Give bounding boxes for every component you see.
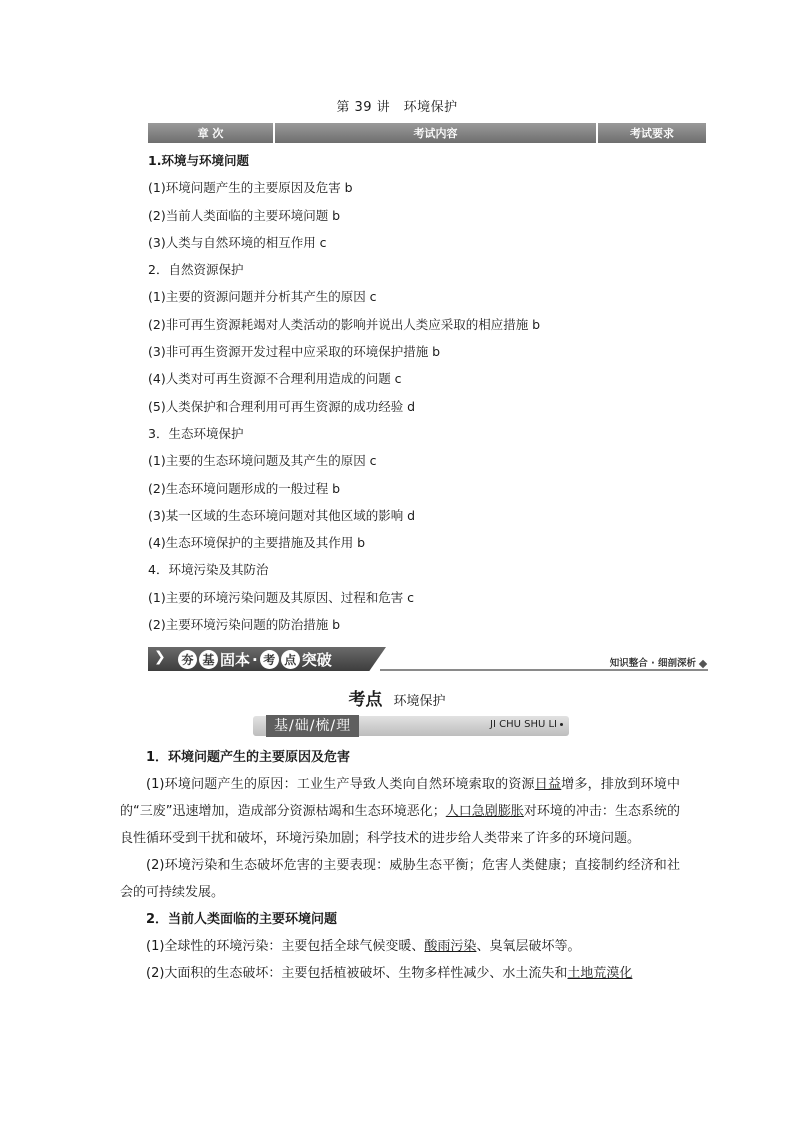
syllabus-table-header — [148, 123, 706, 143]
section-heading: 2．当前人类面临的主要环境问题 — [146, 912, 338, 927]
syllabus-list — [148, 150, 708, 641]
banner-divider — [380, 669, 708, 671]
banner-subtitle — [610, 655, 706, 669]
section-heading: 1．环境问题产生的主要原因及危害 — [146, 750, 351, 765]
dot-icon — [560, 723, 563, 726]
header-chapter: 章 次 — [148, 123, 275, 143]
section-bar — [253, 716, 569, 736]
text-span: 对环境的冲击：生态系统的良性循环受到干扰和破坏，环境污染加剧；科学技术的进步给人类带来了许多的环境问题。 — [120, 804, 680, 846]
kaodian-heading — [0, 685, 794, 710]
text-span: (1)环境问题产生的原因：工业生产导致人类向自然环境索取的资源 — [146, 777, 535, 792]
syllabus-item: (3)人类与自然环境的相互作用 c — [148, 234, 327, 250]
syllabus-heading: 2．自然资源保护 — [148, 262, 244, 278]
section-bar-subtitle-text: JI CHU SHU LI — [490, 719, 557, 730]
syllabus-item: (3)某一区域的生态环境问题对其他区域的影响 d — [148, 507, 416, 523]
banner-circle-char: 考 — [260, 650, 279, 669]
underlined-term: 酸雨污染 — [424, 939, 477, 954]
syllabus-item: (2)当前人类面临的主要环境问题 b — [148, 207, 341, 223]
paragraph: (2)环境污染和生态破坏危害的主要表现：威胁生态平衡；危害人类健康；直接制约经济和社会的可持续发展。 — [120, 858, 680, 900]
banner-circle-char: 夯 — [178, 650, 197, 669]
syllabus-item: (2)非可再生资源耗竭对人类活动的影响并说出人类应采取的相应措施 b — [148, 316, 541, 332]
banner-separator: · — [252, 650, 258, 669]
banner-text: 固本 — [220, 651, 251, 669]
syllabus-item: (1)主要的环境污染问题及其原因、过程和危害 c — [148, 589, 415, 605]
header-requirement: 考试要求 — [598, 123, 706, 143]
banner-text: 突破 — [301, 651, 332, 669]
text-span: (2)大面积的生态破坏：主要包括植被破坏、生物多样性减少、水土流失和 — [146, 966, 568, 981]
underlined-term: 人口急剧膨胀 — [445, 804, 524, 819]
text-span: 、臭氧层破坏等。 — [476, 939, 581, 954]
chevron-right-icon: ❯ — [154, 649, 166, 665]
syllabus-heading: 1.环境与环境问题 — [148, 153, 249, 168]
syllabus-heading: 3．生态环境保护 — [148, 425, 244, 441]
syllabus-heading: 4．环境污染及其防治 — [148, 562, 269, 578]
section-banner — [148, 645, 708, 673]
banner-title — [178, 649, 332, 670]
section-bar-label: 基/础/梳/理 — [266, 715, 359, 737]
diamond-icon — [699, 659, 707, 667]
banner-circle-char: 基 — [199, 650, 218, 669]
header-content: 考试内容 — [275, 123, 598, 143]
page-title: 第 39 讲 环境保护 — [336, 100, 458, 115]
syllabus-item: (1)主要的资源问题并分析其产生的原因 c — [148, 289, 377, 305]
syllabus-item: (2)主要环境污染问题的防治措施 b — [148, 617, 341, 633]
banner-circle-char: 点 — [281, 650, 300, 669]
syllabus-item: (4)生态环境保护的主要措施及其作用 b — [148, 535, 366, 551]
banner-subtitle-text: 知识整合 · 细剖深析 — [609, 658, 696, 669]
kaodian-label: 考点 — [348, 690, 383, 710]
paragraph — [120, 933, 680, 960]
syllabus-item: (4)人类对可再生资源不合理利用造成的问题 c — [148, 371, 402, 387]
underlined-term: 日益 — [534, 777, 562, 792]
syllabus-item: (3)非可再生资源开发过程中应采取的环境保护措施 b — [148, 344, 441, 360]
syllabus-item: (2)生态环境问题形成的一般过程 b — [148, 480, 341, 496]
underlined-term: 土地荒漠化 — [567, 966, 633, 981]
body-text — [120, 744, 680, 987]
text-span: (1)全球性的环境污染：主要包括全球气候变暖、 — [146, 939, 425, 954]
syllabus-item: (5)人类保护和合理利用可再生资源的成功经验 d — [148, 398, 416, 414]
section-bar-subtitle — [490, 719, 563, 730]
text-span: 增多，排放到环境中的“三废”迅速增加，造成部分资源枯竭和生态环境恶化； — [120, 777, 680, 819]
paragraph — [120, 960, 680, 987]
syllabus-item: (1)环境问题产生的主要原因及危害 b — [148, 180, 353, 196]
paragraph — [120, 771, 680, 852]
syllabus-item: (1)主要的生态环境问题及其产生的原因 c — [148, 453, 377, 469]
kaodian-title: 环境保护 — [393, 694, 446, 709]
